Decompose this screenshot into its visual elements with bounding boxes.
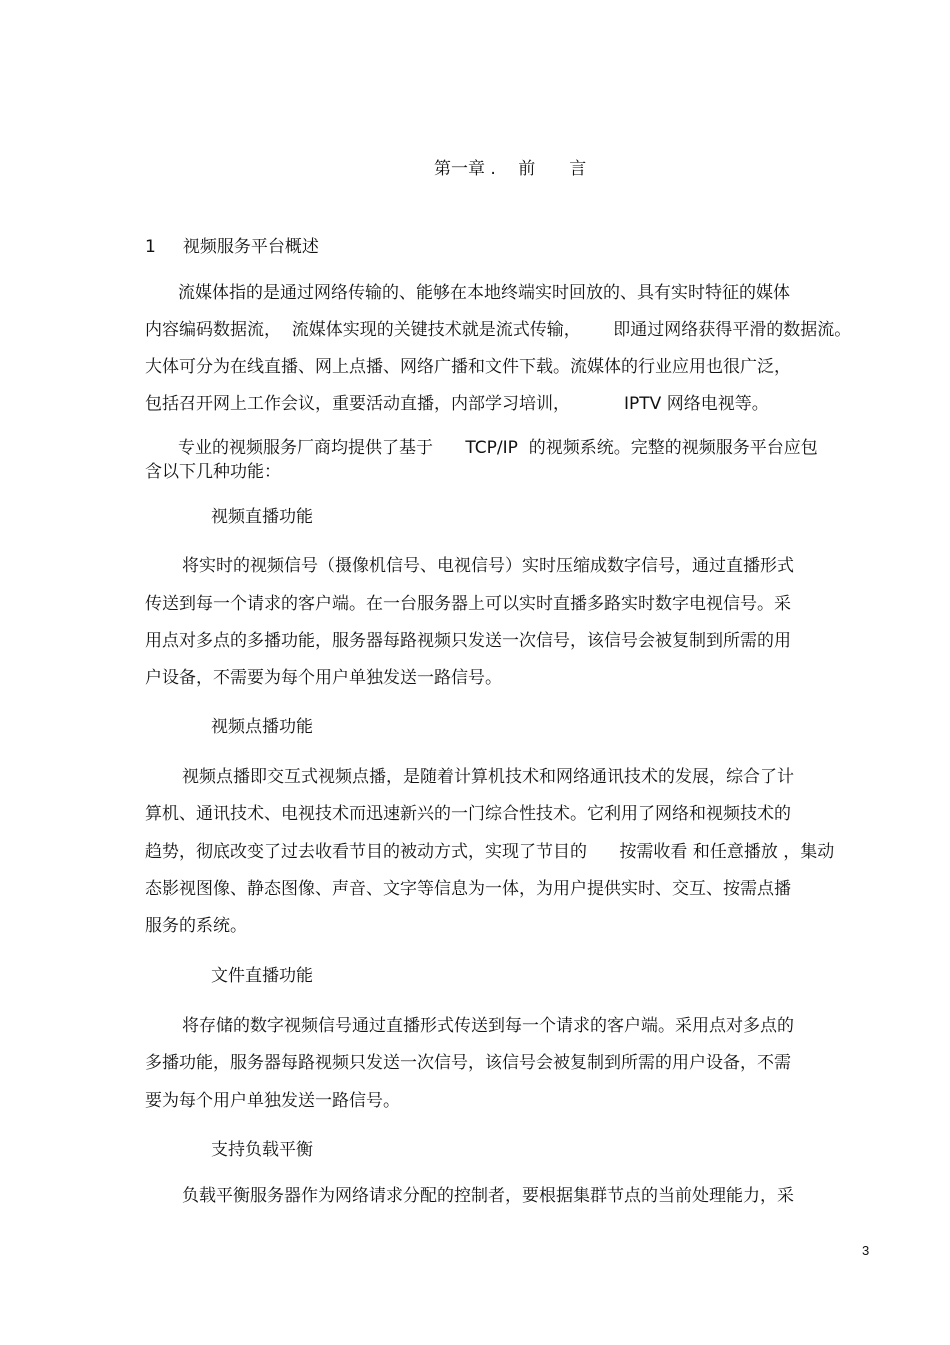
- vod-line-1: 视频点播即交互式视频点播，是随着计算机技术和网络通讯技术的发展，综合了计: [182, 767, 794, 787]
- file-live-line-3: 要为每个用户单独发送一路信号。: [145, 1091, 400, 1111]
- section-title: 视频服务平台概述: [182, 237, 319, 257]
- live-line-2: 传送到每一个请求的客户端。在一台服务器上可以实时直播多路实时数字电视信号。采: [145, 594, 791, 614]
- section-heading: [145, 236, 319, 258]
- intro-line-4: 包括召开网上工作会议，重要活动直播，内部学习培训， IPTV 网络电视等。: [145, 394, 769, 414]
- intro-line-3: 大体可分为在线直播、网上点播、网络广播和文件下载。流媒体的行业应用也很广泛，: [145, 357, 791, 377]
- live-line-1: 将实时的视频信号（摄像机信号、电视信号）实时压缩成数字信号，通过直播形式: [182, 556, 794, 576]
- live-heading: 视频直播功能: [211, 507, 313, 527]
- vod-line-2: 算机、通讯技术、电视技术而迅速新兴的一门综合性技术。它利用了网络和视频技术的: [145, 804, 791, 824]
- vod-line-4: 态影视图像、静态图像、声音、文字等信息为一体，为用户提供实时、交互、按需点播: [145, 879, 791, 899]
- platform-line-1: 专业的视频服务厂商均提供了基于 TCP/IP 的视频系统。完整的视频服务平台应包: [178, 438, 818, 458]
- file-live-line-1: 将存储的数字视频信号通过直播形式传送到每一个请求的客户端。采用点对多点的: [182, 1016, 794, 1036]
- load-balance-heading: 支持负载平衡: [211, 1140, 313, 1160]
- file-live-line-2: 多播功能，服务器每路视频只发送一次信号，该信号会被复制到所需的用户设备，不需: [145, 1053, 791, 1073]
- vod-line-5: 服务的系统。: [145, 916, 247, 936]
- vod-line-3: 趋势，彻底改变了过去收看节目的被动方式，实现了节目的 按需收看 和任意播放 ，集动: [145, 842, 835, 862]
- load-balance-line-1: 负载平衡服务器作为网络请求分配的控制者，要根据集群节点的当前处理能力，采: [182, 1186, 794, 1206]
- intro-line-2: 内容编码数据流， 流媒体实现的关键技术就是流式传输， 即通过网络获得平滑的数据流。: [145, 320, 852, 340]
- intro-line-1: 流媒体指的是通过网络传输的、能够在本地终端实时回放的、具有实时特征的媒体: [178, 283, 790, 303]
- chapter-title: 第一章 . 前 言: [434, 159, 587, 179]
- page-number: 3: [862, 1243, 870, 1258]
- live-line-3: 用点对多点的多播功能，服务器每路视频只发送一次信号，该信号会被复制到所需的用: [145, 631, 791, 651]
- section-number: 1: [145, 237, 156, 257]
- live-line-4: 户设备，不需要为每个用户单独发送一路信号。: [145, 668, 502, 688]
- vod-heading: 视频点播功能: [211, 717, 313, 737]
- platform-line-2: 含以下几种功能：: [145, 462, 281, 482]
- file-live-heading: 文件直播功能: [211, 966, 313, 986]
